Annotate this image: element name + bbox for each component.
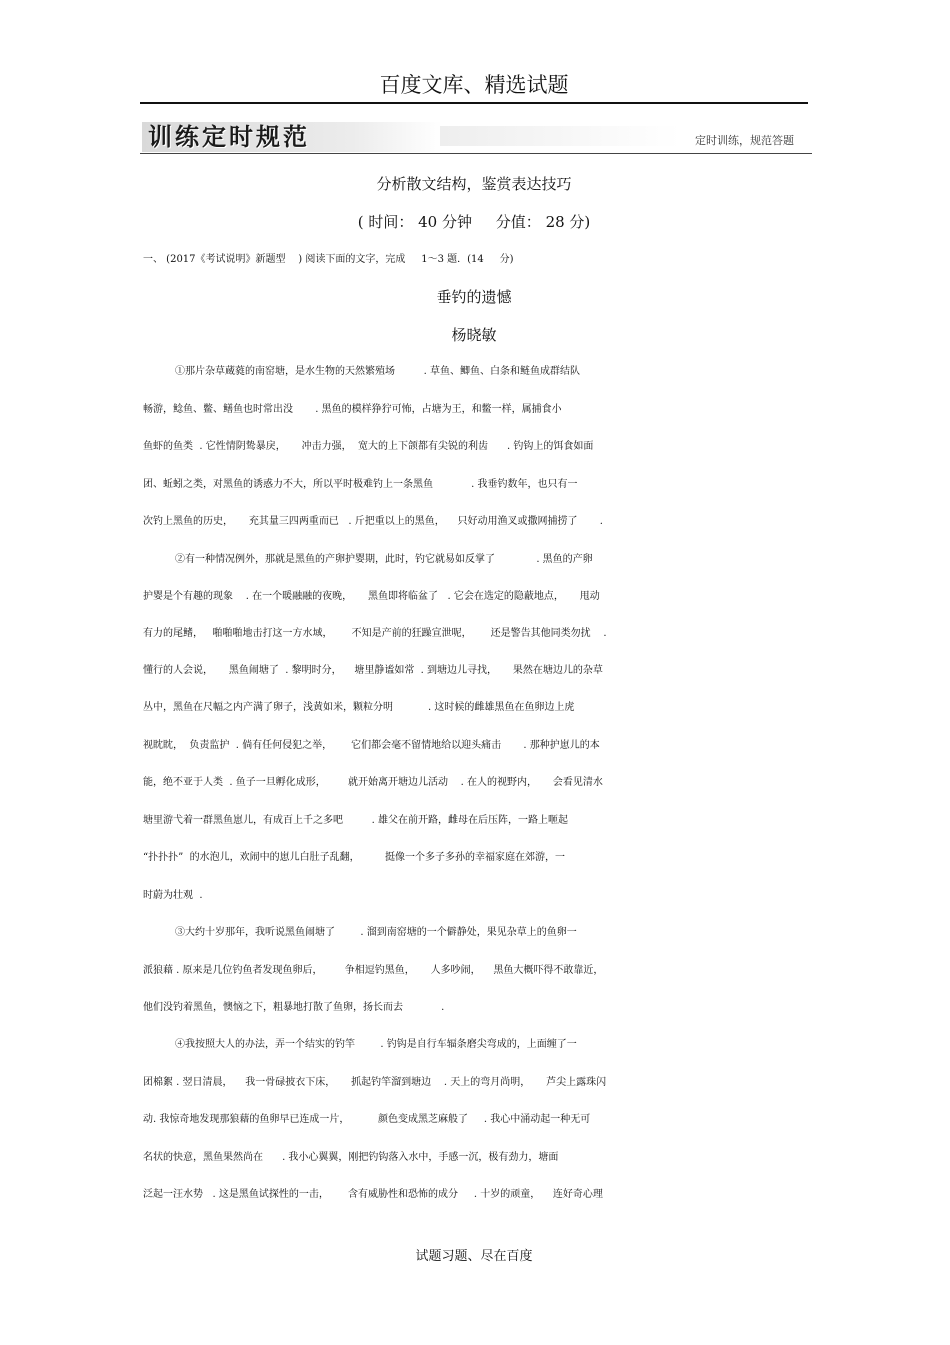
essay-line: 丛中，黑鱼在尺幅之内产满了卵子，浅黄如米，颗粒分明 . 这时候的雌雄黑鱼在鱼卵边上虎	[143, 702, 575, 713]
banner-title: 训练定时规范	[148, 123, 310, 151]
time-info: ( 时间： 40 分钟 分值： 28 分)	[357, 213, 591, 231]
banner-tagline: 定时训练，规范答题	[695, 134, 794, 147]
banner-fade	[440, 126, 680, 146]
question-intro: 一、 (2017《考试说明》新题型 ) 阅读下面的文字，完成 1～3 题．(14 分)	[143, 254, 514, 265]
essay-line: 次钓上黑鱼的历史， 充其量三四两重而已 . 斤把重以上的黑鱼， 只好动用渔叉或撒网捕捞了 .	[143, 516, 603, 527]
essay-line: 护婴是个有趣的现象 . 在一个暖融融的夜晚， 黑鱼即将临盆了 . 它会在选定的隐蔽地点， 甩动	[143, 591, 600, 602]
essay-line: 泛起一汪水势 . 这是黑鱼试探性的一击， 含有威胁性和恐怖的成分 . 十岁的顽童， 连好奇心理	[143, 1189, 603, 1200]
doc-subtitle: 分析散文结构，鉴赏表达技巧	[376, 175, 572, 193]
essay-line: 畅游，鲶鱼、鳖、鳝鱼也时常出没 . 黑鱼的模样狰狞可怖，占塘为王，和鳖一样，属捕食小	[143, 404, 562, 415]
essay-line: 时蔚为壮观 .	[143, 890, 203, 901]
essay-line: 鱼虾的鱼类 . 它性情阴鸷暴戾， 冲击力强， 宽大的上下颌都有尖锐的利齿 . 钓钩上的饵食如面	[143, 441, 594, 452]
essay-line: 派狼藉 . 原来是几位钓鱼者发现鱼卵后， 争相逗钓黑鱼， 人多吵闹， 黑鱼大概吓得不敢靠近，	[143, 965, 604, 976]
essay-author: 杨晓敏	[451, 326, 497, 344]
header-rule	[140, 102, 808, 104]
essay-line: 团、蚯蚓之类，对黑鱼的诱惑力不大，所以平时极难钓上一条黑鱼 . 我垂钓数年，也只有一	[143, 479, 578, 490]
essay-line: ④我按照大人的办法，弄一个结实的钓竿 . 钓钩是自行车辐条磨尖弯成的，上面缠了一	[175, 1039, 577, 1050]
essay-line: ②有一种情况例外，那就是黑鱼的产卵护婴期，此时，钓它就易如反掌了 . 黑鱼的产卵	[175, 554, 593, 565]
essay-line: “扑扑扑” 的水泡儿，欢闹中的崽儿白肚子乱翻， 挺像一个多子多孙的幸福家庭在郊游，一	[143, 852, 566, 863]
essay-line: 有力的尾鳍， 啪啪啪地击打这一方水域， 不知是产前的狂躁宣泄呢， 还是警告其他同类勿扰 .	[143, 628, 607, 639]
section-banner	[140, 118, 812, 156]
essay-line: 他们没钓着黑鱼，懊恼之下，粗暴地打散了鱼卵，扬长而去 .	[143, 1002, 445, 1013]
essay-line: 动. 我惊奇地发现那狼藉的鱼卵早已连成一片， 颜色变成黑芝麻般了 . 我心中涌动起一种无可	[143, 1114, 591, 1125]
essay-line: 团棉絮 . 翌日清晨， 我一骨碌披衣下床， 抓起钓竿溜到塘边 . 天上的弯月尚明， 芦尖上露珠闪	[143, 1077, 607, 1088]
essay-line: ①那片杂草蔵蕤的南窑塘，是水生物的天然繁殖场 . 草鱼、鲫鱼、白条和鲢鱼成群结队	[175, 366, 580, 377]
page-footer: 试题习题、尽在百度	[415, 1249, 533, 1264]
page-header: 百度文库、精选试题	[379, 73, 569, 97]
essay-line: 视眈眈， 负责监护 . 倘有任何侵犯之举， 它们都会毫不留情地给以迎头痛击 . 那种护崽儿的本	[143, 740, 600, 751]
essay-line: 能，绝不亚于人类 . 鱼子一旦孵化成形， 就开始离开塘边儿活动 . 在人的视野内， 会看见清水	[143, 777, 603, 788]
essay-line: ③大约十岁那年，我听说黑鱼闹塘了 . 溜到南窑塘的一个僻静处，果见杂草上的鱼卵一	[175, 927, 577, 938]
essay-line: 名状的快意，黑鱼果然尚在 . 我小心翼翼，刚把钓钩落入水中，手感一沉，极有劲力，塘面	[143, 1152, 559, 1163]
banner-rule	[140, 153, 812, 154]
essay-title: 垂钓的遗憾	[436, 288, 512, 306]
banner-title-block	[142, 122, 442, 152]
essay-line: 懂行的人会说， 黑鱼闹塘了 . 黎明时分， 塘里静谧如常 . 到塘边儿寻找， 果然在塘边儿的杂草	[143, 665, 603, 676]
essay-line: 塘里游弋着一群黑鱼崽儿，有成百上千之多吧 . 雄父在前开路，雌母在后压阵，一路上咂起	[143, 815, 568, 826]
